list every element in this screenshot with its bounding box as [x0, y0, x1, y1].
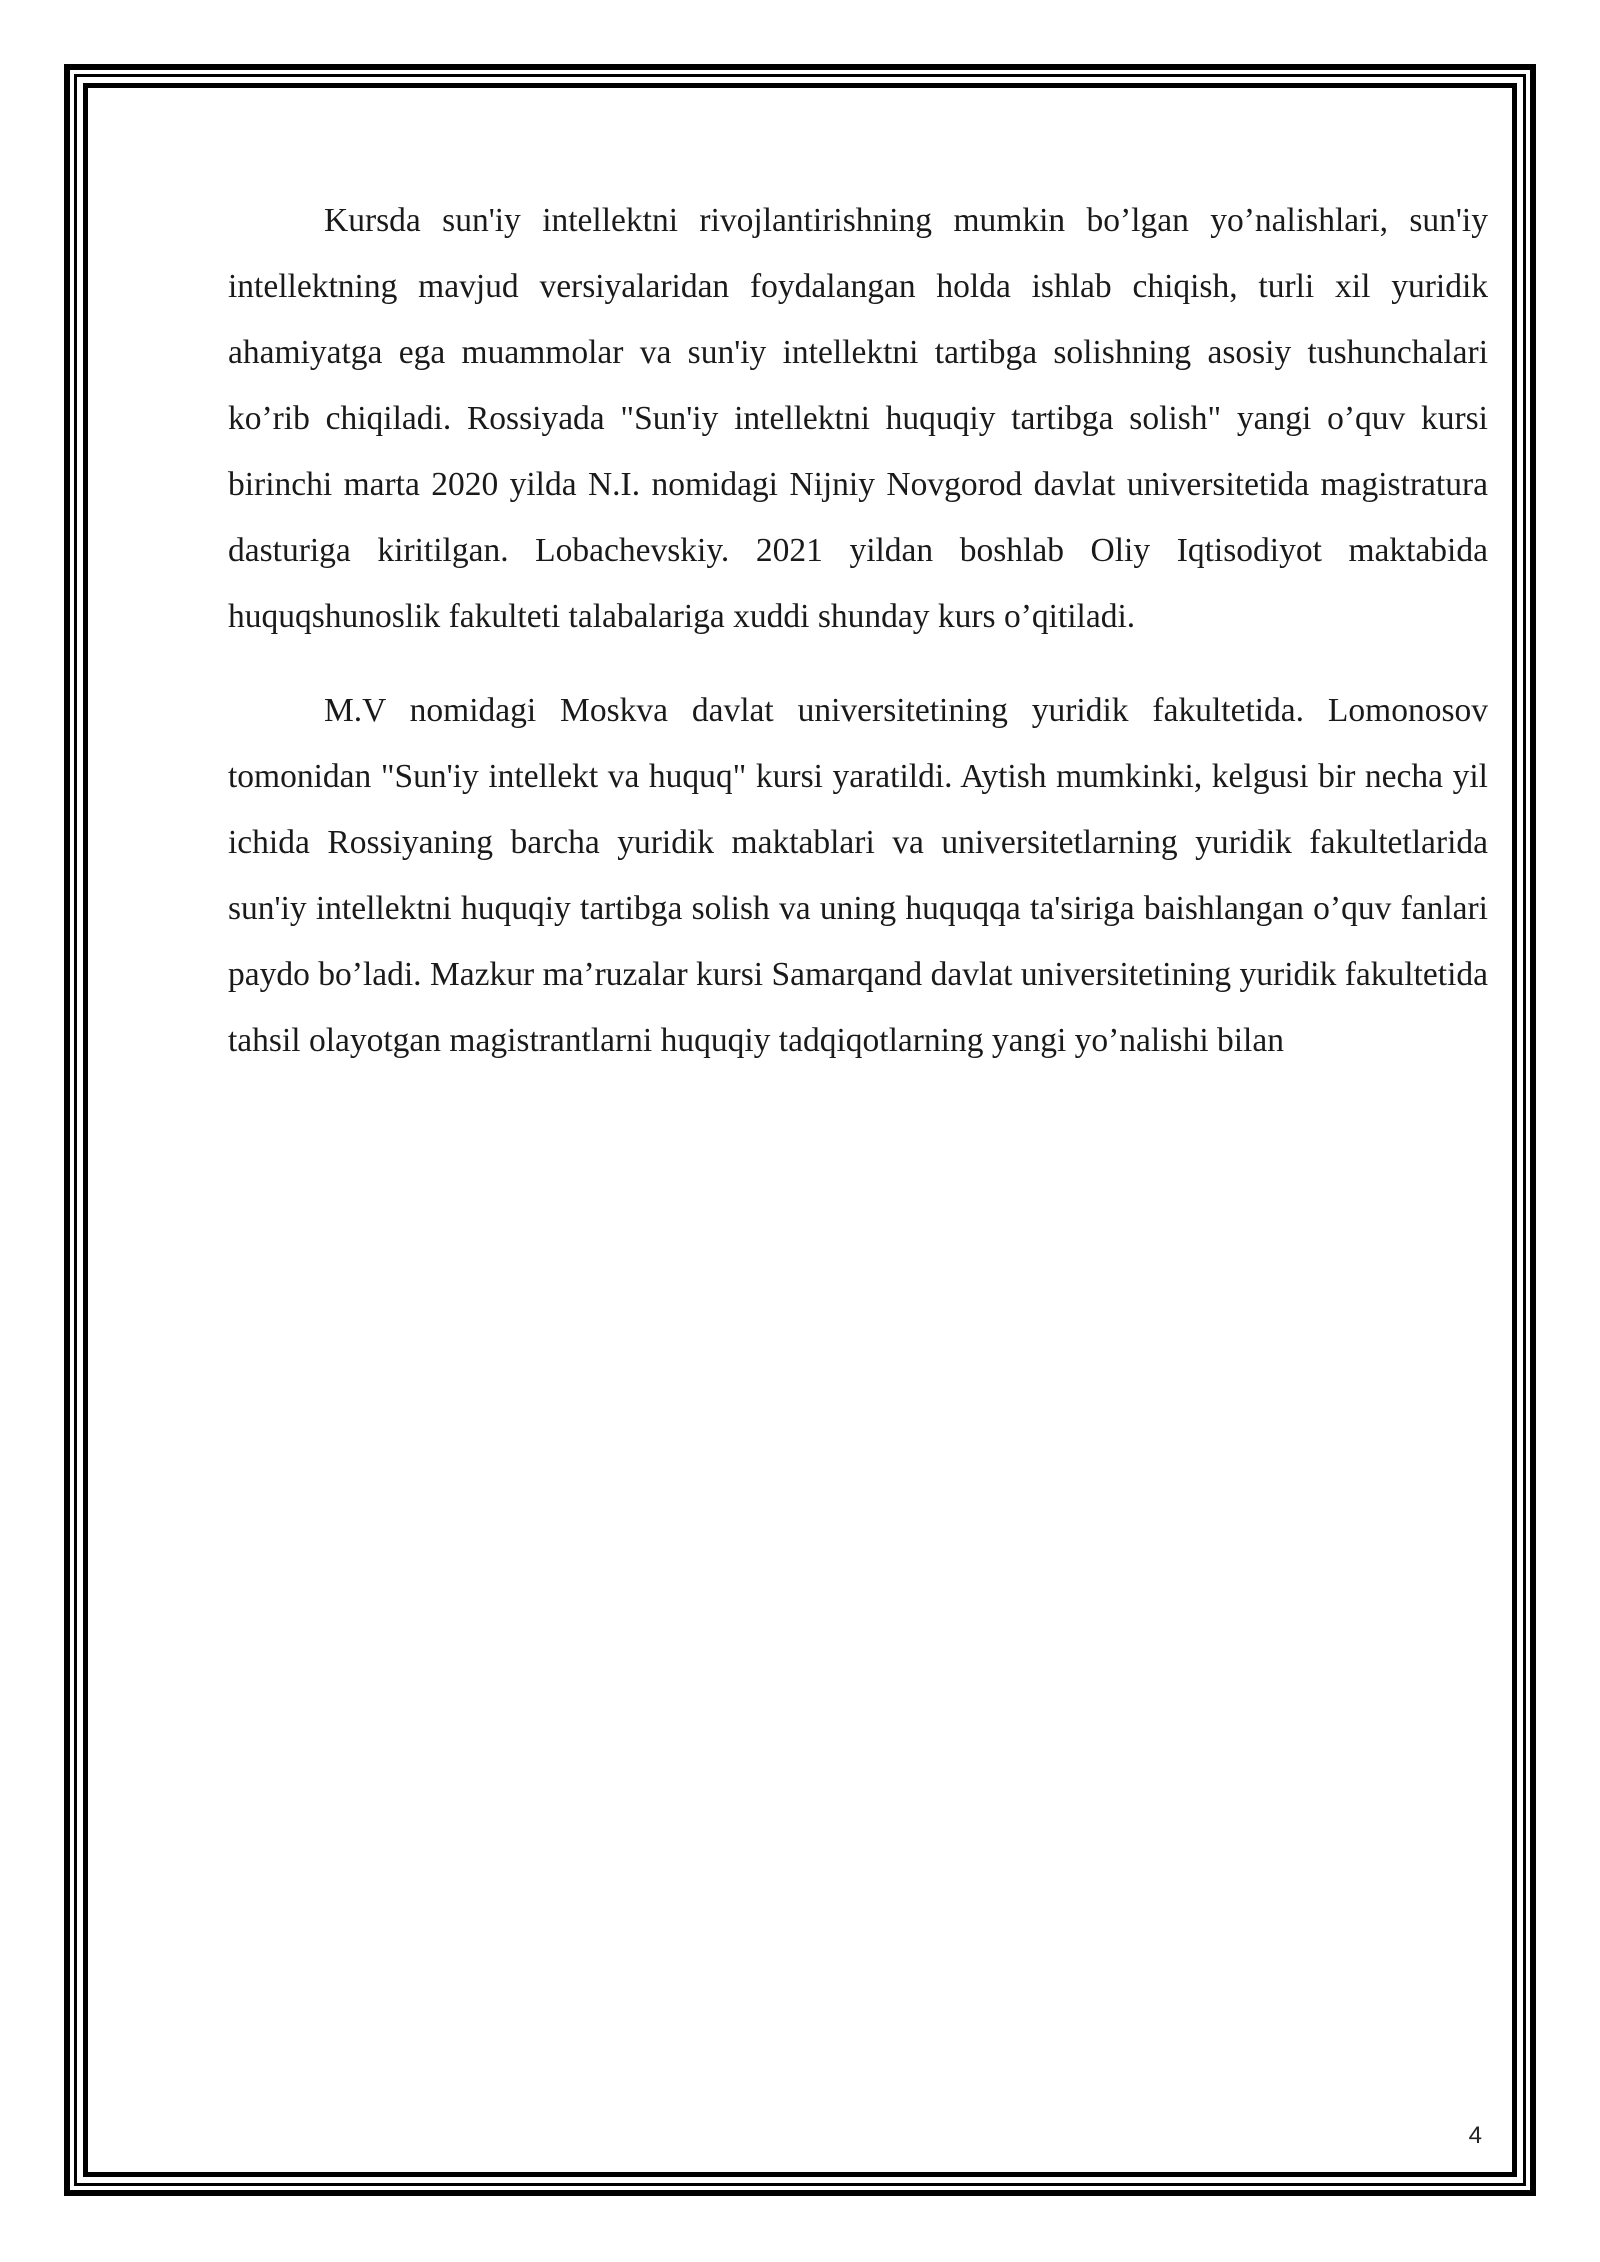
page-number: 4: [1468, 2122, 1482, 2149]
document-body: [228, 188, 1488, 1102]
paragraph-1: Kursda sun'iy intellektni rivojlantirishning mumkin bo’lgan yo’nalishlari, sun'iy intellektning mavjud versiyalaridan foydalangan holda ishlab chiqish, turli xil yuridik ahamiyatga ega muammolar va sun'iy intellektni tartibga solishning asosiy tushunchalari ko’rib chiqiladi. Rossiyada "Sun'iy intellektni huquqiy tartibga solish" yangi o’quv kursi birinchi marta 2020 yilda N.I. nomidagi Nijniy Novgorod davlat universitetida magistratura dasturiga kiritilgan. Lobachevskiy. 2021 yildan boshlab Oliy Iqtisodiyot maktabida huquqshunoslik fakulteti talabalariga xuddi shunday kurs o’qitiladi.: [228, 202, 1488, 635]
paragraph-2: M.V nomidagi Moskva davlat universitetining yuridik fakultetida. Lomonosov tomonidan "Sun'iy intellekt va huquq" kursi yaratildi. Aytish mumkinki, kelgusi bir necha yil ichida Rossiyaning barcha yuridik maktablari va universitetlarning yuridik fakultetlarida sun'iy intellektni huquqiy tartibga solish va uning huquqqa ta'siriga baishlangan o’quv fanlari paydo bo’ladi. Mazkur ma’ruzalar kursi Samarqand davlat universitetining yuridik fakultetida tahsil olayotgan magistrantlarni huquqiy tadqiqotlarning yangi yo’nalishi bilan: [228, 692, 1488, 1059]
